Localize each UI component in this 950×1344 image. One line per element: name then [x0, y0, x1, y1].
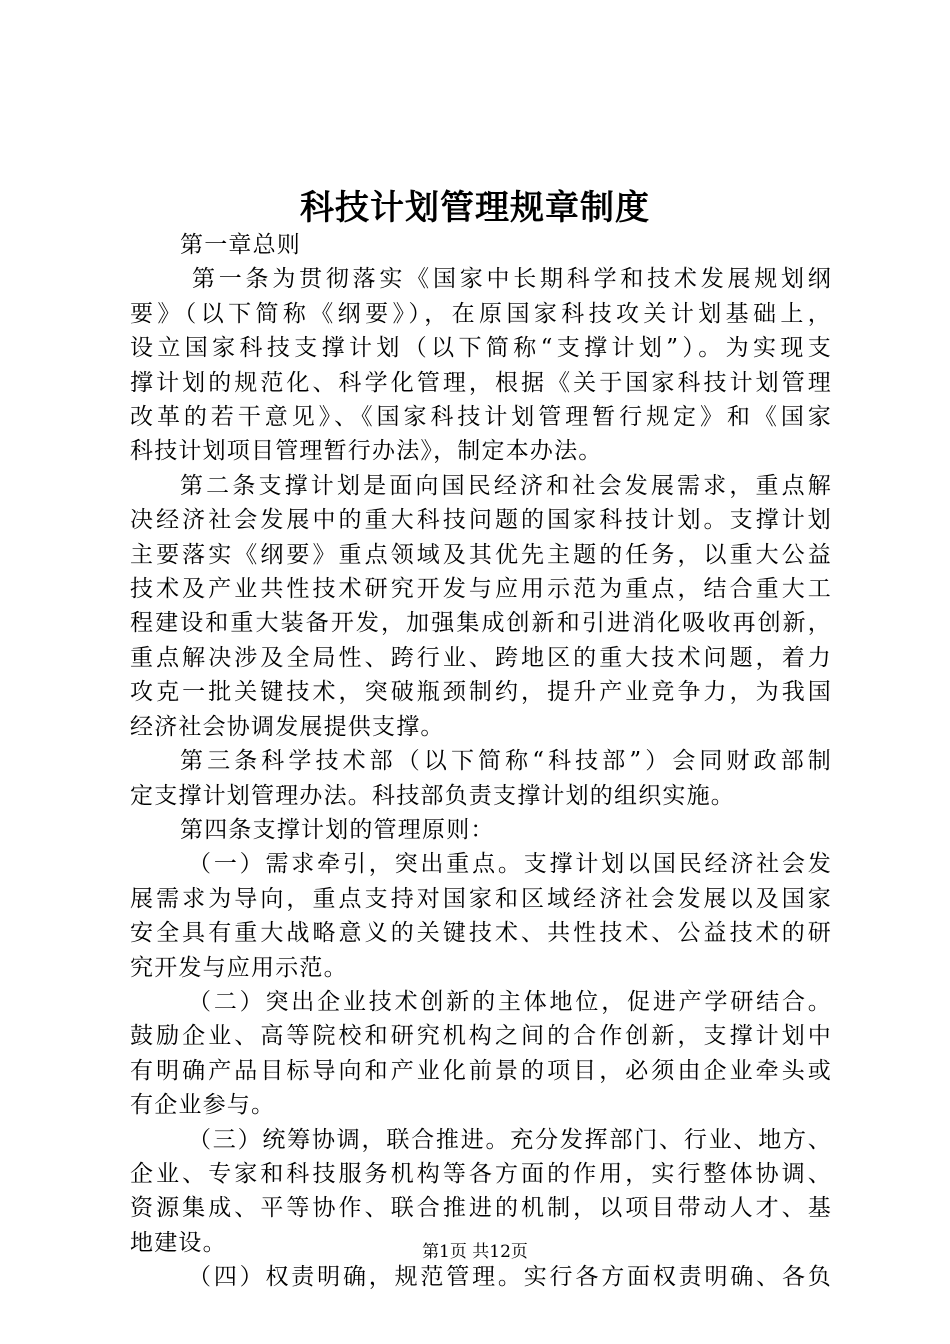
paragraph-line: （二）突出企业技术创新的主体地位，促进产学研结合。	[188, 988, 832, 1015]
paragraph-line: 有明确产品目标导向和产业化前景的项目，必须由企业牵头或	[130, 1057, 832, 1084]
paragraph-line: 定支撑计划管理办法。科技部负责支撑计划的组织实施。	[130, 782, 735, 809]
paragraph-line: 究开发与应用示范。	[130, 954, 348, 981]
paragraph-line: 主要落实《纲要》重点领域及其优先主题的任务，以重大公益	[130, 541, 832, 568]
paragraph-line: 资源集成、平等协作、联合推进的机制，以项目带动人才、基	[130, 1195, 832, 1222]
paragraph-line: （三）统筹协调，联合推进。充分发挥部门、行业、地方、	[188, 1126, 832, 1153]
paragraph-line: 改革的若干意见》、《国家科技计划管理暂行规定》和《国家	[130, 404, 832, 431]
paragraph-line: 企业、专家和科技服务机构等各方面的作用，实行整体协调、	[130, 1160, 832, 1187]
document-body	[130, 228, 832, 1295]
paragraph-line: 第三条科学技术部（以下简称“科技部”）会同财政部制	[180, 748, 832, 775]
paragraph-line: 重点解决涉及全局性、跨行业、跨地区的重大技术问题，着力	[130, 644, 832, 671]
paragraph-line: 第一条为贯彻落实《国家中长期科学和技术发展规划纲	[192, 266, 832, 293]
paragraph-line: 程建设和重大装备开发，加强集成创新和引进消化吸收再创新，	[130, 610, 832, 637]
paragraph-line: （四）权责明确，规范管理。实行各方面权责明确、各负	[188, 1264, 832, 1291]
document-title: 科技计划管理规章制度	[300, 188, 650, 228]
paragraph-line: 科技计划项目管理暂行办法》，制定本办法。	[130, 438, 603, 465]
paragraph-line: 决经济社会发展中的重大科技问题的国家科技计划。支撑计划	[130, 507, 832, 534]
paragraph-line: 撑计划的规范化、科学化管理，根据《关于国家科技计划管理	[130, 369, 832, 396]
paragraph-line: 有企业参与。	[130, 1092, 276, 1119]
paragraph-line: 设立国家科技支撑计划（以下简称“支撑计划”）。为实现支	[130, 335, 832, 362]
page-footer: 第1页 共12页	[422, 1242, 528, 1262]
paragraph-line: 要》（以下简称《纲要》），在原国家科技攻关计划基础上，	[130, 300, 832, 327]
paragraph-line: 经济社会协调发展提供支撑。	[130, 713, 445, 740]
chapter-heading: 第一章总则	[180, 232, 301, 258]
paragraph-line: 攻克一批关键技术，突破瓶颈制约，提升产业竞争力，为我国	[130, 679, 832, 706]
paragraph-line: 第四条支撑计划的管理原则：	[180, 816, 495, 843]
paragraph-line: 安全具有重大战略意义的关键技术、共性技术、公益技术的研	[130, 920, 832, 947]
paragraph-line: 第二条支撑计划是面向国民经济和社会发展需求，重点解	[180, 472, 832, 499]
paragraph-line: 鼓励企业、高等院校和研究机构之间的合作创新，支撑计划中	[130, 1023, 832, 1050]
paragraph-line: 地建设。	[130, 1229, 227, 1256]
paragraph-line: 展需求为导向，重点支持对国家和区域经济社会发展以及国家	[130, 885, 832, 912]
paragraph-line: （一）需求牵引，突出重点。支撑计划以国民经济社会发	[188, 851, 832, 878]
paragraph-line: 技术及产业共性技术研究开发与应用示范为重点，结合重大工	[130, 576, 832, 603]
